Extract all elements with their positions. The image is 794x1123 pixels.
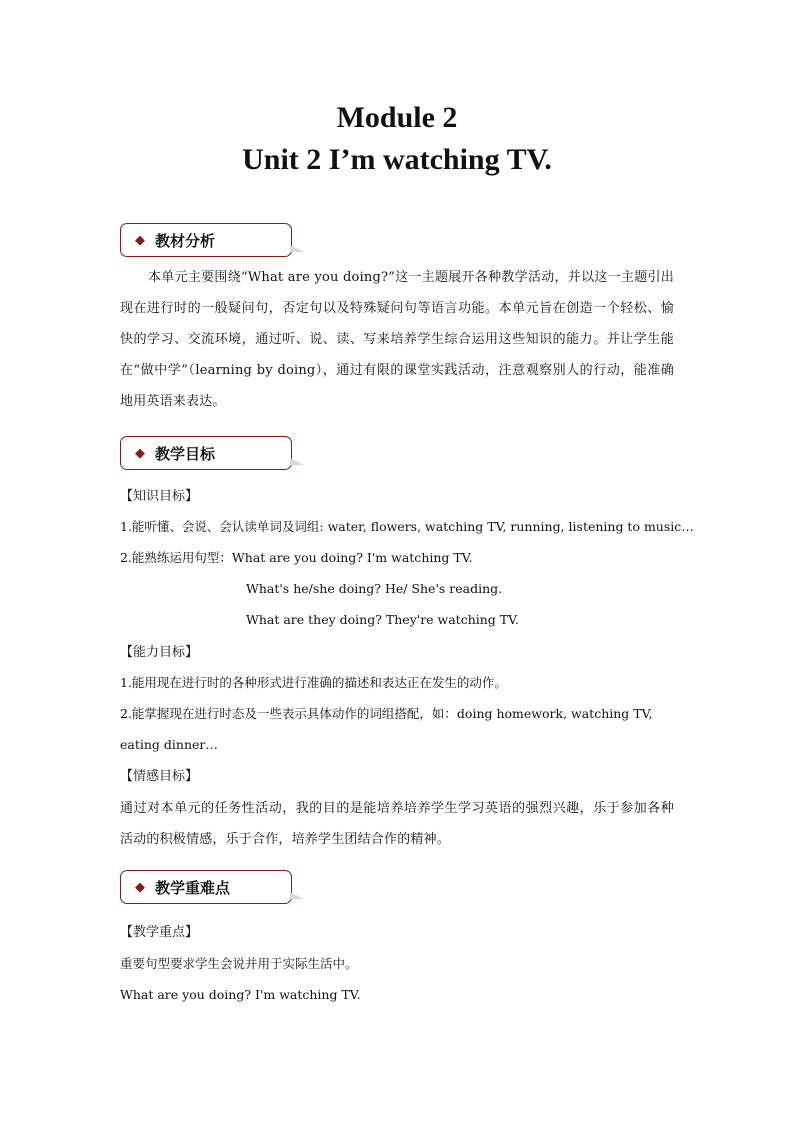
knowledge-goal-1: 1.能听懂、会说、会认读单词及词组: water, flowers, watching TV, running, listening to music…: [120, 519, 694, 534]
emotion-goals-heading: 【情感目标】: [120, 769, 199, 784]
key-point-sentence: What are you doing? I'm watching TV.: [120, 987, 361, 1002]
tab-shadow-decoration: [290, 245, 304, 252]
diamond-bullet-icon: ◆: [135, 232, 145, 248]
section-header-analysis: [120, 223, 292, 257]
tab-shadow-decoration: [290, 458, 304, 465]
document-title-line2: Unit 2 I’m watching TV.: [242, 143, 552, 176]
section-label: 教学目标: [155, 444, 216, 463]
section-header-key-points: [120, 870, 292, 904]
document-title-line1: Module 2: [336, 101, 458, 134]
diamond-bullet-icon: ◆: [135, 445, 145, 461]
knowledge-goals-heading: 【知识目标】: [120, 489, 199, 504]
knowledge-goal-2-sentence-3: What are they doing? They're watching TV.: [246, 612, 519, 627]
section-header-goals: [120, 436, 292, 470]
key-points-heading: 【教学重点】: [120, 925, 199, 940]
ability-goals-heading: 【能力目标】: [120, 645, 199, 660]
ability-goal-1: 1.能用现在进行时的各种形式进行准确的描述和表达正在发生的动作。: [120, 675, 507, 690]
section-label: 教材分析: [155, 231, 216, 250]
knowledge-goal-2-sentence-2: What's he/she doing? He/ She's reading.: [246, 581, 503, 596]
ability-goal-2: 2.能掌握现在进行时态及一些表示具体动作的词组搭配，如：doing homework, watching TV,: [120, 706, 653, 721]
key-point-text: 重要句型要求学生会说并用于实际生活中。: [120, 956, 358, 971]
tab-shadow-decoration: [290, 892, 304, 899]
knowledge-goal-2: 2.能熟练运用句型：What are you doing? I'm watching TV.: [120, 550, 473, 565]
section-label: 教学重难点: [155, 878, 231, 897]
analysis-paragraph: 本单元主要围绕“What are you doing?”这一主题展开各种教学活动，并以这一主题引出现在进行时的一般疑问句，否定句以及特殊疑问句等语言功能。本单元旨在创造一个轻松、愉快的学习、交流环境，通过听、说、读、写来培养学生综合运用这些知识的能力。并让学生能在“做中学”（learning by doing），通过有限的课堂实践活动，注意观察别人的行动，能准确地用英语来表达。: [120, 270, 674, 409]
ability-goal-2-continued: eating dinner…: [120, 737, 218, 752]
diamond-bullet-icon: ◆: [135, 879, 145, 895]
emotion-goals-text: 通过对本单元的任务性活动，我的目的是能培养培养学生学习英语的强烈兴趣，乐于参加各种活动的积极情感，乐于合作，培养学生团结合作的精神。: [120, 801, 674, 847]
